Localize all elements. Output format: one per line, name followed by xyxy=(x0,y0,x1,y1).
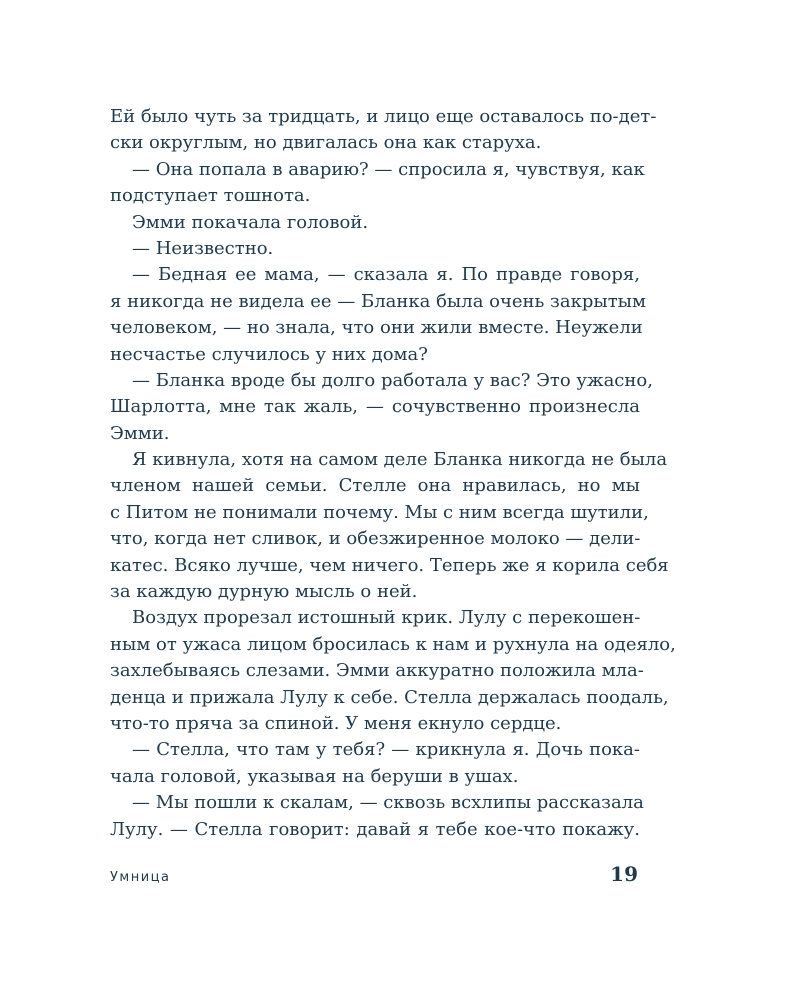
text-line: Воздух прорезал истошный крик. Лулу с перекошен- xyxy=(132,607,641,629)
text-line: ным от ужаса лицом бросилась к нам и рухнула на одеяло, xyxy=(110,633,676,655)
text-line: — Бедная ее мама, — сказала я. По правде говоря, xyxy=(132,264,640,286)
text-line: чала головой, указывая на беруши в ушах. xyxy=(110,765,519,787)
text-line: Эмми. xyxy=(110,422,170,444)
text-line: что-то пряча за спиной. У меня екнуло сердце. xyxy=(110,712,562,734)
text-line: членом нашей семьи. Стелле она нравилась, но мы xyxy=(110,475,640,497)
running-title: Умница xyxy=(110,870,171,885)
text-line: Лулу. — Стелла говорит: давай я тебе кое-что покажу. xyxy=(110,818,640,840)
text-line: Эмми покачала головой. xyxy=(132,211,369,233)
text-line: за каждую дурную мысль о ней. xyxy=(110,581,418,603)
text-line: катес. Всяко лучше, чем ничего. Теперь же я корила себя xyxy=(110,554,669,576)
text-line: Ей было чуть за тридцать, и лицо еще оставалось по-дет- xyxy=(110,106,657,127)
text-line: денца и прижала Лулу к себе. Стелла держалась поодаль, xyxy=(110,686,669,708)
text-line: захлебываясь слезами. Эмми аккуратно положила мла- xyxy=(110,660,644,682)
text-line: подступает тошнота. xyxy=(110,185,311,207)
text-line: с Питом не понимали почему. Мы с ним всегда шутили, xyxy=(110,501,649,523)
page-number: 19 xyxy=(610,862,638,886)
text-line: несчастье случилось у них дома? xyxy=(110,343,428,365)
body-text xyxy=(110,104,676,843)
text-line: Шарлотта, мне так жаль, — сочувственно произнесла xyxy=(110,396,640,418)
text-line: я никогда не видела ее — Бланка была очень закрытым xyxy=(110,290,646,312)
text-line: — Мы пошли к скалам, — сквозь всхлипы рассказала xyxy=(132,792,644,814)
text-line: — Бланка вроде бы долго работала у вас? Это ужасно, xyxy=(132,369,653,391)
text-line: Я кивнула, хотя на самом деле Бланка никогда не была xyxy=(132,449,668,471)
text-line: ски округлым, но двигалась она как старуха. xyxy=(110,132,542,154)
text-line: — Неизвестно. xyxy=(132,237,274,259)
text-line: что, когда нет сливок, и обезжиренное молоко — дели- xyxy=(110,528,641,550)
text-line: — Она попала в аварию? — спросила я, чувствуя, как xyxy=(132,158,645,180)
text-line: человеком, — но знала, что они жили вместе. Неужели xyxy=(110,317,643,339)
text-line: — Стелла, что там у тебя? — крикнула я. Дочь пока- xyxy=(132,739,640,761)
